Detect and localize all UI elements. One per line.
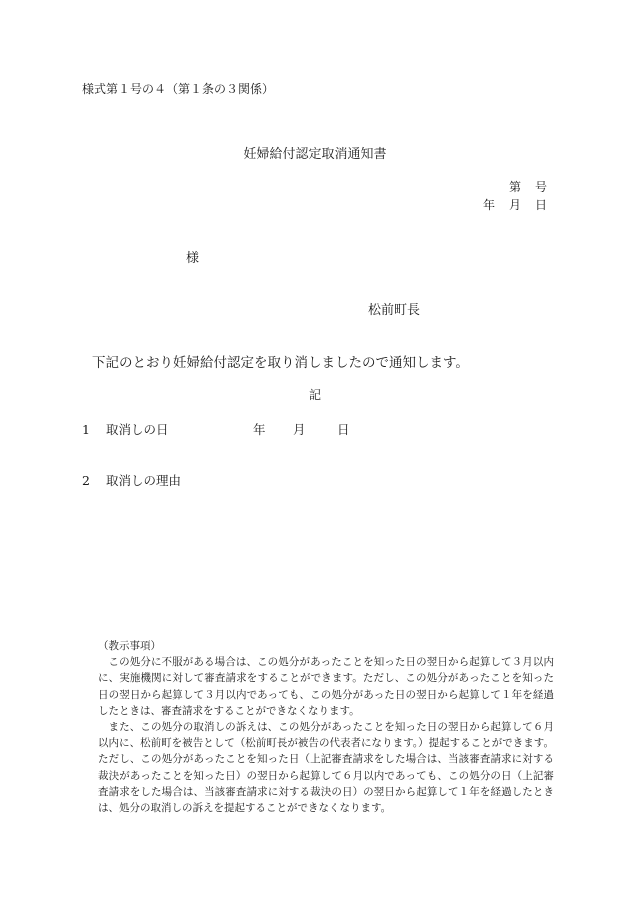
year-label: 年: [253, 422, 266, 437]
instructions-paragraph: この処分に不服がある場合は、この処分があったことを知った日の翌日から起算して３月以内に、実施機関に対して審査請求をすることができます。ただし、この処分があったことを知った日の翌日から起算して３月以内であっても、この処分があった日の翌日から起算して１年を経過したときは、審査請求をすることができなくなります。: [98, 656, 554, 717]
item-number: 2: [82, 473, 90, 488]
item-label: 取消しの日: [106, 422, 169, 437]
item-cancellation-date: [82, 420, 350, 438]
notice-text: 下記のとおり妊婦給付認定を取り消しましたので通知します。: [92, 355, 469, 371]
cancellation-date-fields: [253, 420, 350, 438]
ki-heading: 記: [308, 388, 321, 402]
instructions-section: [98, 638, 554, 816]
instructions-paragraph: また、この処分の取消しの訴えは、この処分があったことを知った日の翌日から起算して６月以内に、松前町を被告として（松前町長が被告の代表者になります。）提起することができます。ただし、この処分があったことを知った日（上記審査請求をした場合は、当該審査請求に対する裁決があったことを知った日）の翌日から起算して６月以内であっても、この処分の日（上記審査請求をした場合は、当該審査請求に対する裁決の日）の翌日から起算して１年を経過したときは、処分の取消しの訴えを提起することができなくなります。: [98, 721, 554, 815]
reference-number: 第 号: [508, 180, 548, 194]
issue-date: 年 月 日: [482, 198, 548, 212]
form-number: 様式第１号の４（第１条の３関係）: [82, 82, 275, 96]
issuer: 松前町長: [368, 303, 421, 318]
item-cancellation-reason: [82, 471, 181, 489]
month-label: 月: [293, 422, 306, 437]
item-label: 取消しの理由: [106, 473, 182, 488]
day-label: 日: [337, 422, 350, 437]
addressee: 様: [186, 251, 200, 266]
item-number: 1: [82, 422, 90, 437]
document-title: 妊婦給付認定取消通知書: [243, 147, 387, 162]
instructions-title: （教示事項）: [98, 640, 161, 652]
